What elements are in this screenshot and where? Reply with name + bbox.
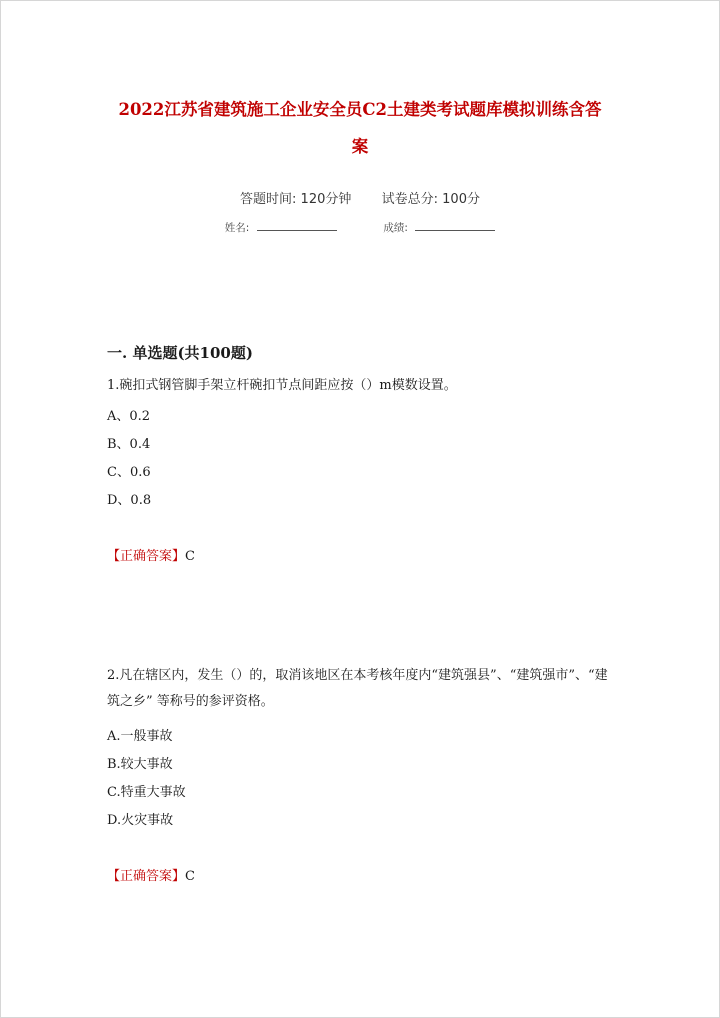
question-1-option-d: D、0.8 [107, 493, 152, 508]
answer-time: 答题时间: 120分钟 [240, 192, 352, 207]
question-2-option-b: B.较大事故 [107, 757, 173, 772]
name-blank[interactable] [257, 220, 337, 231]
exam-meta-row [0, 188, 720, 207]
result-label: 成绩: [383, 222, 408, 234]
question-1-text: 1.碗扣式钢管脚手架立杆碗扣节点间距应按（）m模数设置。 [107, 378, 457, 393]
name-score-fields [0, 220, 720, 235]
question-2-option-a: A.一般事故 [107, 729, 173, 744]
question-1-answer [107, 545, 195, 564]
total-score: 试卷总分: 100分 [381, 192, 480, 207]
name-label: 姓名: [224, 222, 250, 234]
answer-label: 【正确答案】 [107, 869, 186, 884]
document-title-line-2: 案 [351, 137, 369, 156]
question-2-text: 2.凡在辖区内，发生（）的，取消该地区在本考核年度内“建筑强县”、“建筑强市”、“建筑之乡” 等称号的参评资格。 [107, 668, 608, 709]
question-2-option-c: C.特重大事故 [107, 785, 186, 800]
question-1-option-a: A、0.2 [107, 409, 151, 424]
question-2-answer [107, 865, 195, 884]
result-blank[interactable] [415, 220, 495, 231]
document-title-line-1: 2022江苏省建筑施工企业安全员C2土建类考试题库模拟训练含答 [118, 100, 602, 119]
section-title: 一. 单选题(共100题) [107, 344, 253, 362]
answer-label: 【正确答案】 [107, 549, 186, 564]
answer-value: C [185, 549, 195, 564]
answer-value: C [185, 869, 195, 884]
question-1-option-b: B、0.4 [107, 437, 151, 452]
question-1-option-c: C、0.6 [107, 465, 151, 480]
question-2-option-d: D.火灾事故 [107, 813, 174, 828]
